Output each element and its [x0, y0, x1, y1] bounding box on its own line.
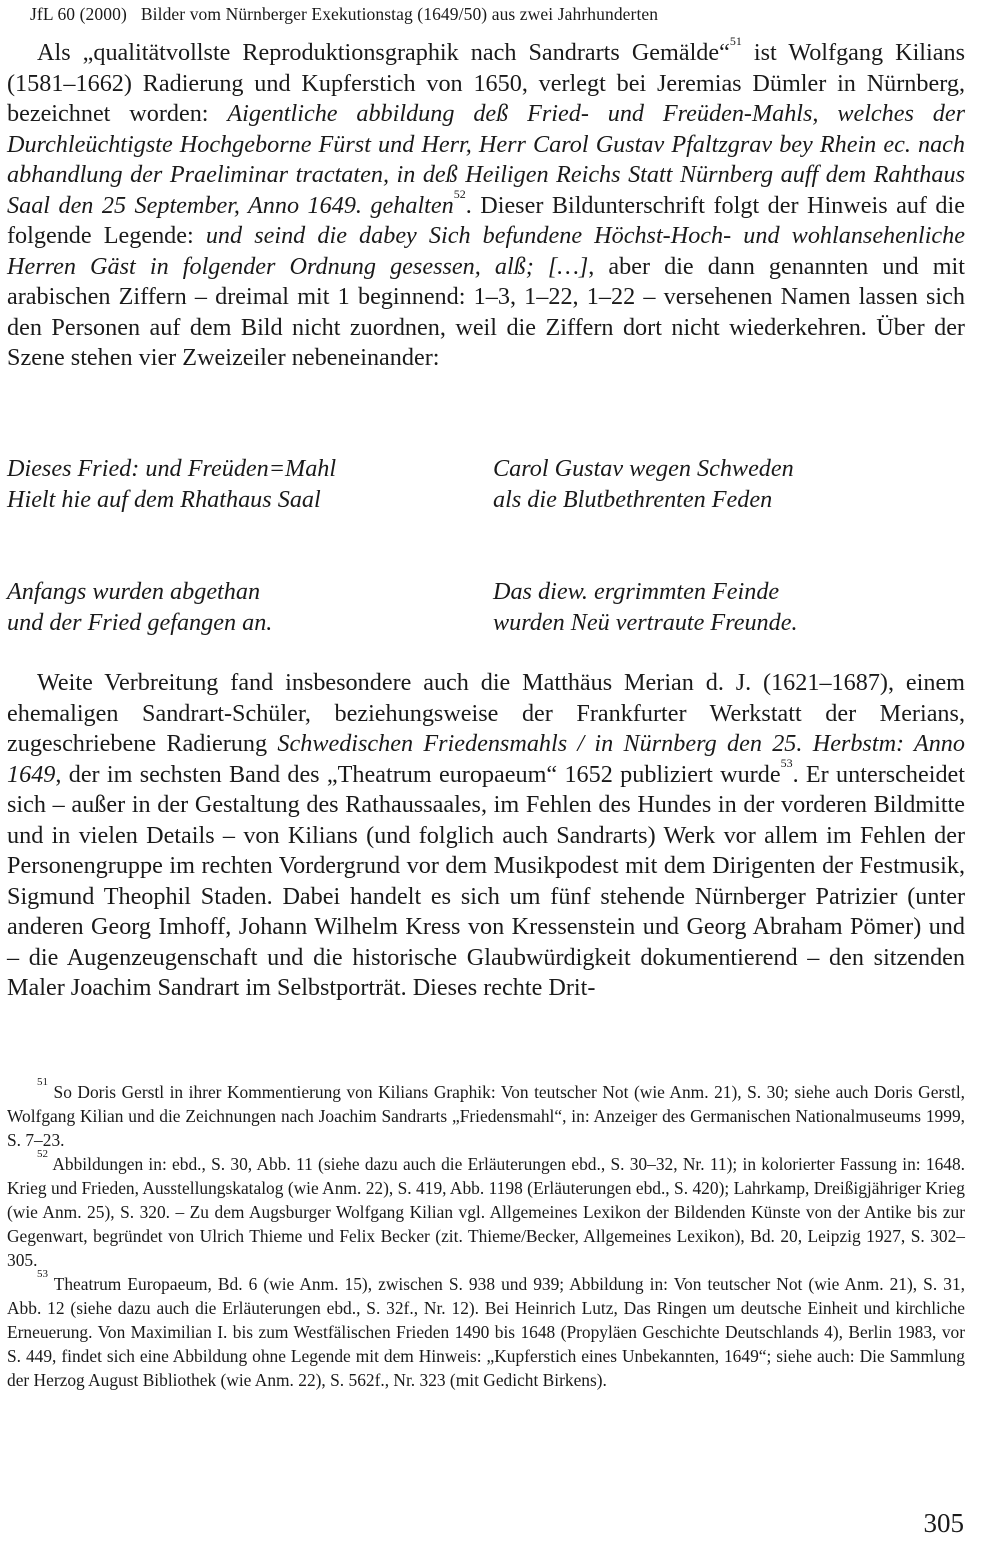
text-run: ist Wolfgang Kilians (1581–1662) Radierung und Kupferstich von 1650, verlegt bei Jeremias Dümler in Nürnberg, bezeichnet worden: [7, 39, 965, 127]
italic-quote: und seind die dabey Sich befundene Höchst-Hoch- und wohlansehenliche Herren Gäst in folgender Ordnung gesessen, alß; […] [7, 222, 965, 280]
footnote-51 [7, 1076, 965, 1152]
running-title: Bilder vom Nürnberger Exekutionstag (1649/50) aus zwei Jahrhunderten [140, 4, 659, 24]
paragraph-1 [7, 34, 965, 374]
couplet-3 [7, 577, 272, 638]
footnote-text: Theatrum Europaeum, Bd. 6 (wie Anm. 15), zwischen S. 938 und 939; Abbildung in: Von teutscher Not (wie Anm. 21), S. 31, Abb. 12 (siehe dazu auch die Erläuterungen ebd., S. 32f., Nr. 12). Bei Heinrich Lutz, Das Ringen um deutsche Einheit und kirchliche Erneuerung. Von Maximilian I. bis zum Westfälischen Frieden 1490 bis 1648 (Propyläen Geschichte Deutschlands 4), Berlin 1983, vor S. 449, findet sich eine Abbildung ohne Legende mit dem Hinweis: „Kupferstich eines Unbekannten, 1649“; siehe auch: Die Sammlung der Herzog August Bibliothek (wie Anm. 22), S. 562f., Nr. 323 (mit Gedicht Birkens). [7, 1274, 965, 1390]
text-run: , aber die dann genannten und mit arabischen Ziffern – dreimal mit 1 beginnend: 1–3, 1–22, 1–22 – versehenen Namen lassen sich den Personen auf dem Bild nicht zuordnen, weil die Ziffern dort nicht wiederkehren. Über der Szene stehen vier Zweizeiler nebeneinander: [7, 252, 965, 371]
footnote-ref-53[interactable]: 53 [780, 755, 793, 770]
couplet-2 [493, 454, 794, 515]
footnote-53 [7, 1268, 965, 1392]
couplet-1 [7, 454, 336, 515]
couplet-line: als die Blutbethrenten Feden [493, 485, 773, 513]
couplet-line: wurden Neü vertraute Freunde. [493, 608, 798, 636]
footnote-ref-51[interactable]: 51 [729, 34, 742, 48]
footnote-number: 51 [37, 1076, 48, 1088]
couplet-line: Dieses Fried: und Freüden=Mahl [7, 455, 337, 482]
text-run: . Dieser Bildunterschrift folgt der Hinweis auf die folgende Legende: [7, 191, 965, 249]
footnote-number: 52 [37, 1148, 48, 1160]
couplet-4 [493, 577, 798, 638]
text-run: . Er unterscheidet sich – außer in der Gestaltung des Rathaussaales, im Fehlen des Hundes in der vorderen Bildmitte und in vielen Details – von Kilians (und folglich auch Sandrarts) Werk vor allem im Fehlen der Personengruppe im rechten Vordergrund vor dem Musikpodest mit dem Dirigenten der Festmusik, Sigmund Theophil Staden. Dabei handelt es sich um fünf stehende Nürnberger Patrizier (unter anderen Georg Imhoff, Johann Wilhelm Kress von Kressenstein und Georg Abraham Pömer) und – die Augenzeugenschaft und die historische Glaubwürdigkeit dokumentierend – den sitzenden Maler Joachim Sandrart im Selbstporträt. Dieses rechte Drit- [7, 760, 965, 1001]
italic-title: Schwedischen Friedensmahls / in Nürnberg den 25. Herbstm: Anno 1649 [7, 730, 965, 788]
couplet-line: Anfangs wurden abgethan [7, 578, 261, 605]
text-run: Weite Verbreitung fand insbesondere auch die Matthäus Merian d. J. (1621–1687), einem ehemaligen Sandrart-Schüler, beziehungsweise der Frankfurter Werkstatt der Merians, zugeschriebene Radierung [7, 669, 965, 757]
couplet-line: Hielt hie auf dem Rhathaus Saal [7, 485, 321, 513]
italic-quote: Aigentliche abbildung deß Fried- und Freüden-Mahls, welches der Durchleüchtigste Hochgeborne Fürst und Herr, Herr Carol Gustav Pfaltzgrav bey Rhein ec. nach abhandlung der Praeliminar tractaten, in deß Heiligen Reichs Statt Nürnberg auff dem Rahthaus Saal den 25 September, Anno 1649. gehalten [7, 100, 965, 219]
couplet-line: Carol Gustav wegen Schweden [493, 455, 794, 482]
text-run: Als „qualitätvollste Reproduktionsgraphik nach Sandrarts Gemälde“ [37, 39, 730, 66]
page-number: 305 [923, 1508, 964, 1538]
footnote-text: So Doris Gerstl in ihrer Kommentierung von Kilians Graphik: Von teutscher Not (wie Anm. 21), S. 30; siehe auch Doris Gerstl, Wolfgang Kilian und die Zeichnungen nach Joachim Sandrarts „Friedensmahl“, in: Anzeiger des Germanischen Nationalmuseums 1999, S. 7–23. [7, 1082, 965, 1150]
footnote-52 [7, 1148, 966, 1272]
couplet-line: und der Fried gefangen an. [7, 608, 273, 636]
footnotes [7, 1076, 966, 1392]
running-header [30, 4, 658, 25]
paragraph-2 [7, 668, 965, 1004]
footnote-number: 53 [37, 1268, 48, 1280]
couplet-line: Das diew. ergrimmten Feinde [493, 578, 780, 605]
footnote-ref-52[interactable]: 52 [453, 186, 466, 201]
footnote-text: Abbildungen in: ebd., S. 30, Abb. 11 (siehe dazu auch die Erläuterungen ebd., S. 30–32, Nr. 11); in kolorierter Fassung in: 1648. Krieg und Frieden, Ausstellungskatalog (wie Anm. 22), S. 419, Abb. 1198 (Erläuterungen ebd., S. 420); Lahrkamp, Dreißigjähriger Krieg (wie Anm. 25), S. 320. – Zu dem Augsburger Wolfgang Kilian vgl. Allgemeines Lexikon der Bildenden Künste von der Antike bis zur Gegenwart, begründet von Ulrich Thieme und Felix Becker (zit. Thieme/Becker, Allgemeines Lexikon), Bd. 20, Leipzig 1927, S. 302–305. [7, 1154, 966, 1270]
journal-reference: JfL 60 (2000) [30, 4, 127, 24]
text-run: , der im sechsten Band des „Theatrum europaeum“ 1652 publiziert wurde [55, 760, 781, 788]
